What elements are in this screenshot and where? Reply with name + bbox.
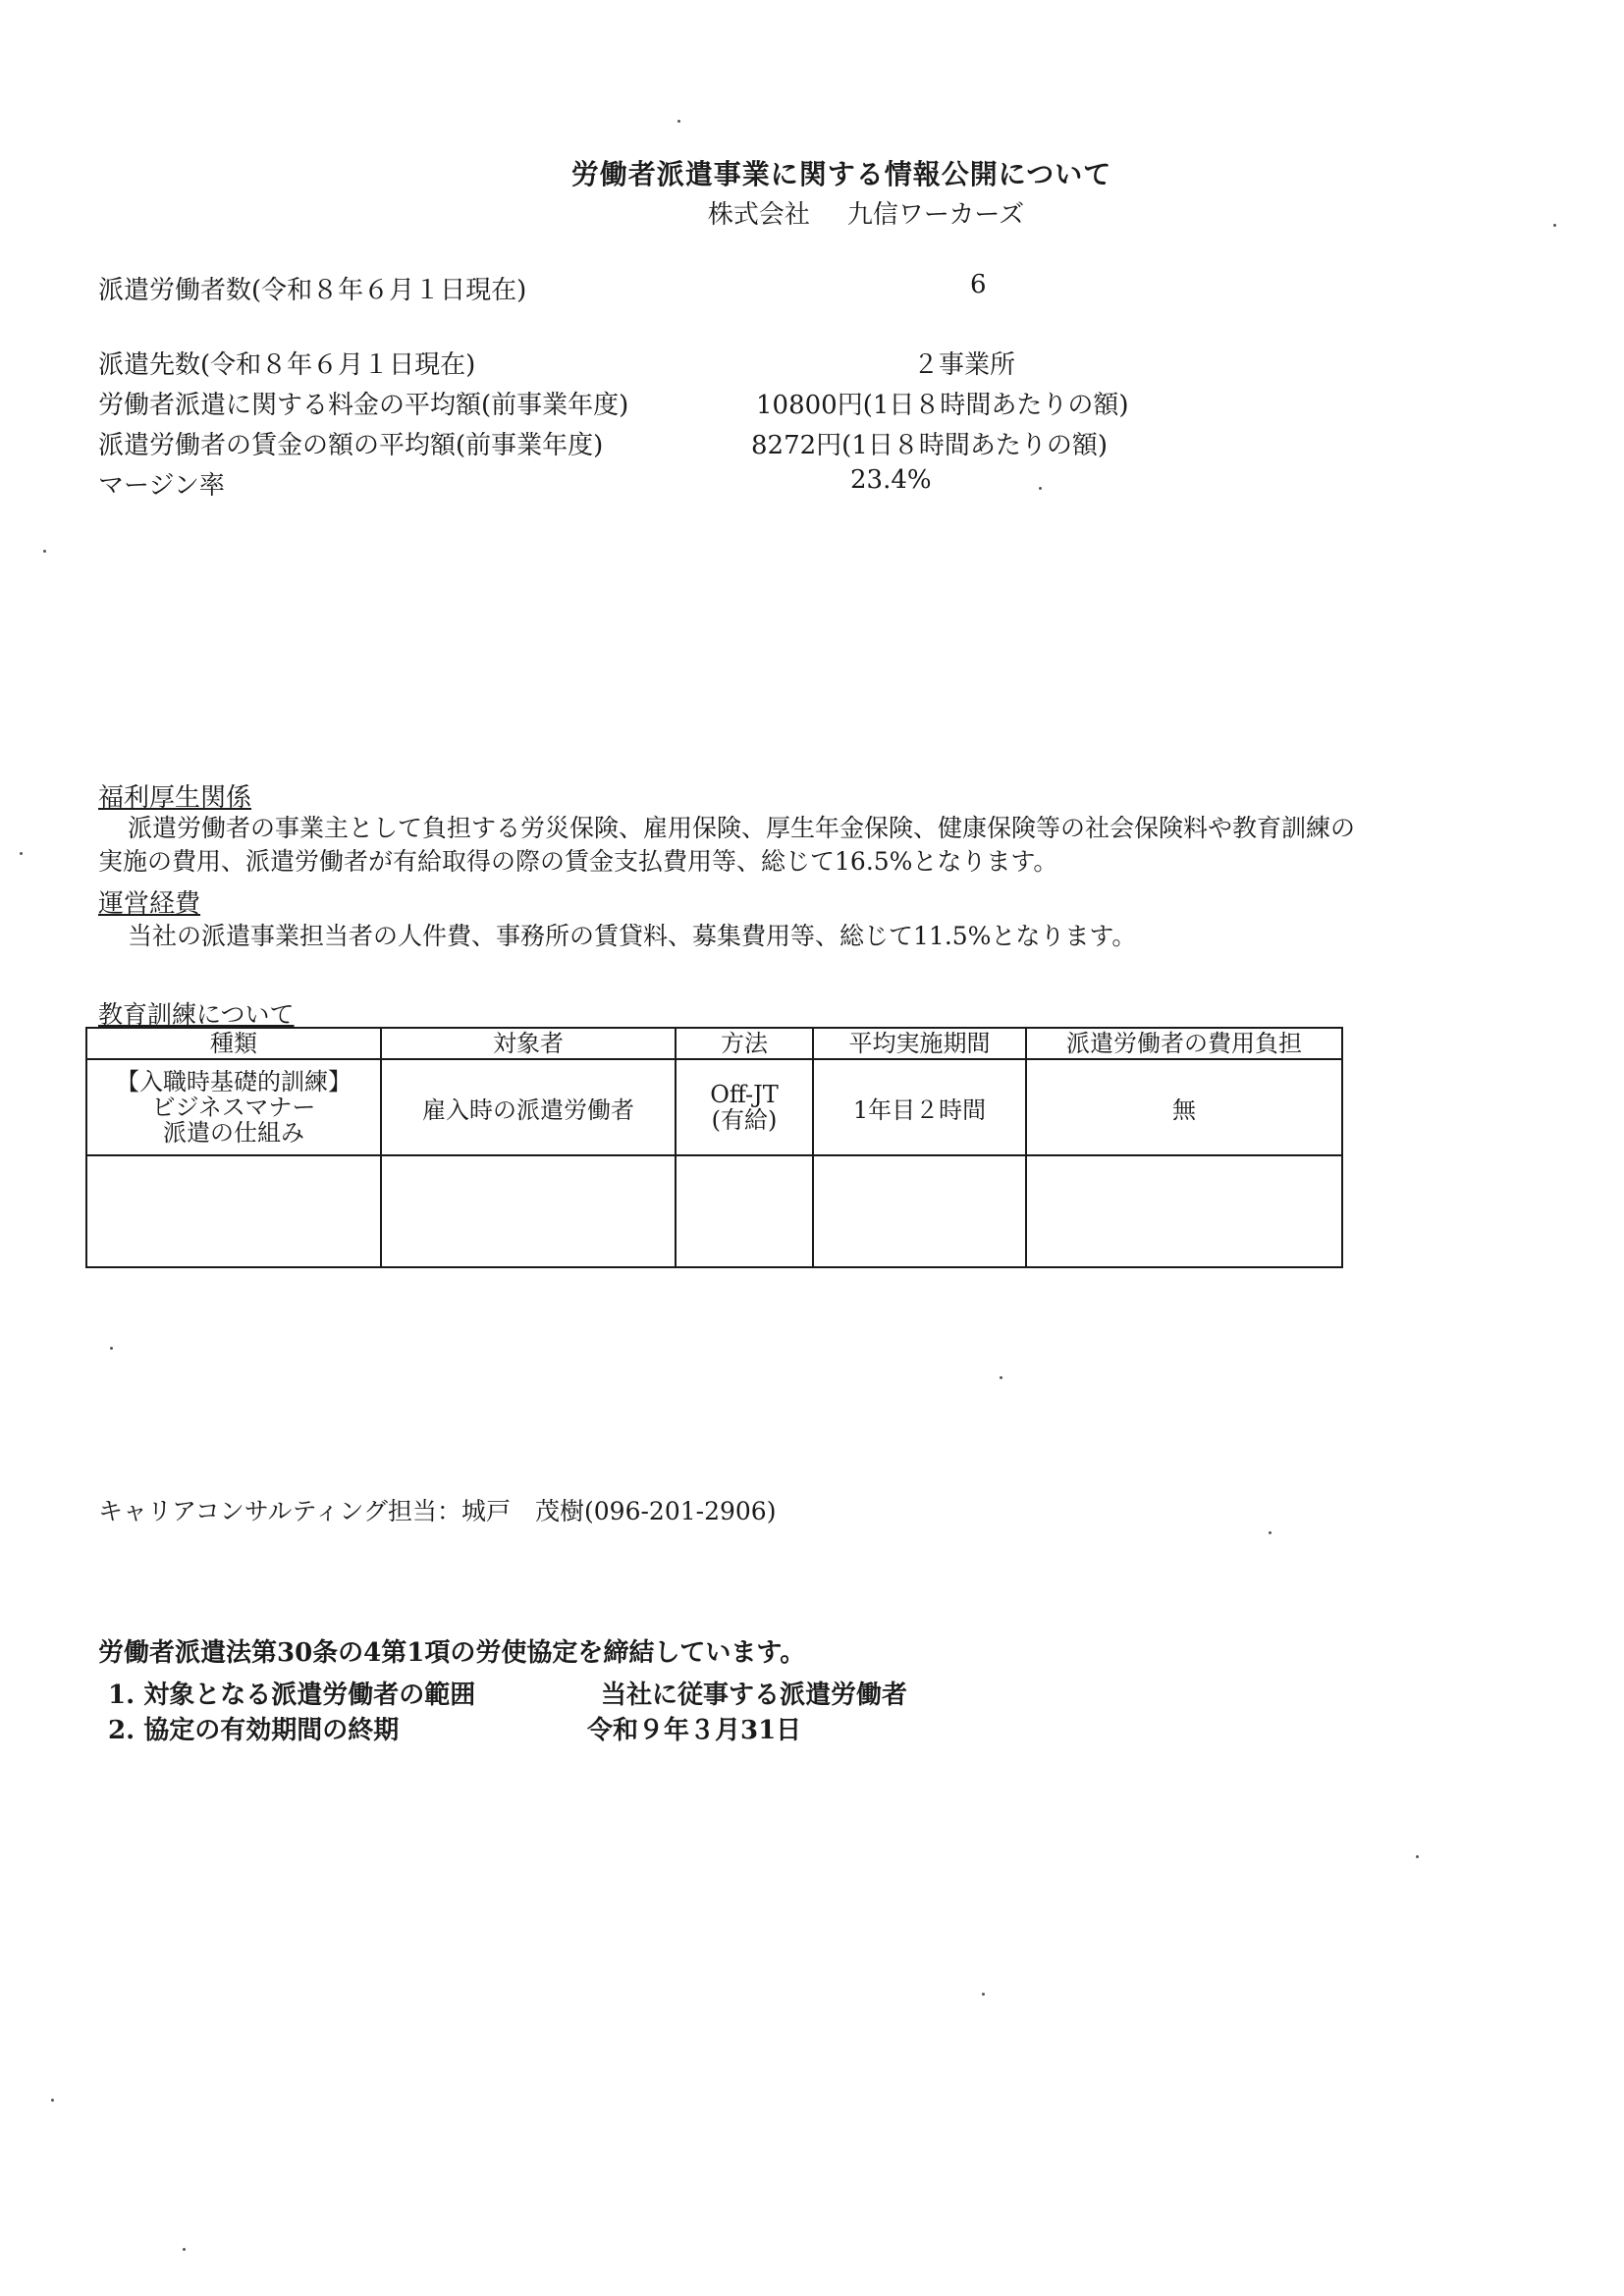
scan-speck	[43, 550, 46, 553]
cell-target	[381, 1155, 676, 1267]
scan-speck	[183, 2248, 186, 2251]
operations-text: 当社の派遣事業担当者の人件費、事務所の賃貸料、募集費用等、総じて11.5%となります。	[128, 922, 1137, 950]
cell-period: 1年目２時間	[813, 1059, 1026, 1155]
stat-label-margin-rate: マージン率	[98, 471, 225, 501]
stat-value-wage-average: 8272円(1日８時間あたりの額)	[751, 431, 1108, 460]
scan-speck	[1039, 487, 1042, 490]
training-table	[85, 1027, 1343, 1268]
stat-value-clients: ２事業所	[913, 350, 1016, 380]
stat-label-workers: 派遣労働者数(令和８年６月１日現在)	[98, 276, 527, 305]
document-title: 労働者派遣事業に関する情報公開について	[570, 158, 1112, 190]
table-row	[86, 1155, 1342, 1267]
stat-label-wage-average: 派遣労働者の賃金の額の平均額(前事業年度)	[98, 431, 604, 460]
cell-method	[676, 1059, 813, 1155]
scan-speck	[982, 1993, 985, 1996]
training-heading: 教育訓練について	[98, 1000, 295, 1029]
column-header-method: 方法	[676, 1028, 813, 1059]
cell-target: 雇入時の派遣労働者	[381, 1059, 676, 1155]
agreement-item-value: 当社に従事する派遣労働者	[601, 1681, 908, 1710]
scan-speck	[110, 1347, 113, 1350]
type-line: ビジネスマナー	[151, 1094, 316, 1121]
company-name-text: 九信ワーカーズ	[846, 200, 1025, 230]
stat-value-margin-rate: 23.4%	[850, 465, 932, 495]
type-line: 【入職時基礎的訓練】	[116, 1068, 352, 1095]
operations-heading: 運営経費	[98, 889, 201, 919]
scan-speck	[1000, 1376, 1002, 1379]
stat-label-fee-average: 労働者派遣に関する料金の平均額(前事業年度)	[98, 391, 629, 420]
agreement-item-label: 2. 協定の有効期間の終期	[108, 1716, 400, 1745]
method-line: (有給)	[711, 1106, 778, 1134]
column-header-type: 種類	[86, 1028, 381, 1059]
cell-method	[676, 1155, 813, 1267]
cell-cost: 無	[1026, 1059, 1342, 1155]
stat-label-clients: 派遣先数(令和８年６月１日現在)	[98, 350, 476, 380]
type-line: 派遣の仕組み	[163, 1119, 304, 1147]
scan-speck	[1269, 1531, 1272, 1534]
welfare-text-line1: 派遣労働者の事業主として負担する労災保険、雇用保険、厚生年金保険、健康保険等の社会保険料や教育訓練の	[128, 814, 1356, 842]
column-header-period: 平均実施期間	[813, 1028, 1026, 1059]
column-header-target: 対象者	[381, 1028, 676, 1059]
cell-cost	[1026, 1155, 1342, 1267]
scan-speck	[1553, 224, 1556, 227]
scan-speck	[1416, 1855, 1419, 1858]
column-header-cost: 派遣労働者の費用負担	[1026, 1028, 1342, 1059]
cell-period	[813, 1155, 1026, 1267]
welfare-text-line2: 実施の費用、派遣労働者が有給取得の際の賃金支払費用等、総じて16.5%となります。	[98, 847, 1058, 876]
table-header-row	[86, 1028, 1342, 1059]
table-row	[86, 1059, 1342, 1155]
company-prefix: 株式会社	[707, 200, 810, 230]
cell-type	[86, 1155, 381, 1267]
company-name	[0, 194, 1624, 231]
agreement-item-value: 令和９年３月31日	[587, 1716, 802, 1745]
scan-speck	[677, 120, 680, 123]
cell-type	[86, 1059, 381, 1155]
method-line: Off-JT	[710, 1081, 779, 1108]
stat-value-workers: 6	[970, 270, 987, 299]
agreement-heading: 労働者派遣法第30条の4第1項の労使協定を締結しています。	[98, 1638, 806, 1668]
welfare-heading: 福利厚生関係	[98, 783, 252, 813]
career-consulting-contact: キャリアコンサルティング担当：城戸 茂樹(096-201-2906)	[98, 1497, 777, 1525]
scan-speck	[51, 2099, 54, 2102]
scan-speck	[20, 852, 23, 855]
stat-value-fee-average: 10800円(1日８時間あたりの額)	[756, 391, 1129, 420]
agreement-item-label: 1. 対象となる派遣労働者の範囲	[108, 1681, 476, 1710]
